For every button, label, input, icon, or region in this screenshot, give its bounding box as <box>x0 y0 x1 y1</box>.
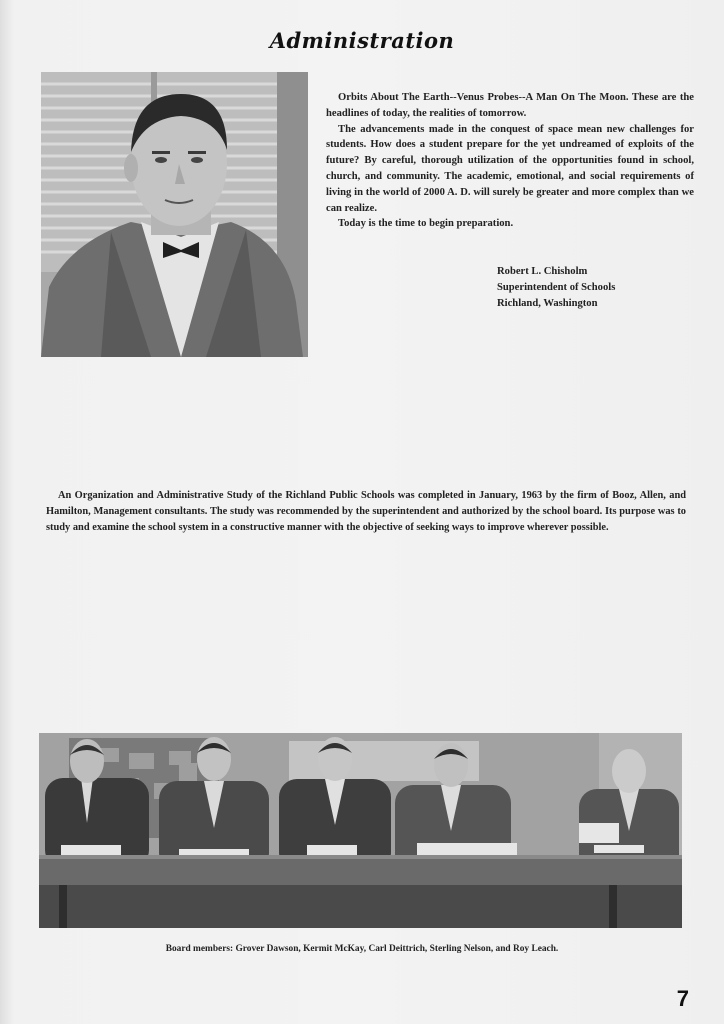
board-members-photo <box>39 733 682 928</box>
superintendent-message <box>326 90 694 232</box>
study-paragraph: An Organization and Administrative Study of the Richland Public Schools was completed in January, 1963 by the firm of Booz, Allen, and Hamilton, Management consultants. The study was recommended by the superintendent and authorized by the school board. Its purpose was to study and examine the school system in a constructive manner with the objective of seeking ways to improve wherever possible. <box>46 490 686 533</box>
photo-caption: Board members: Grover Dawson, Kermit McKay, Carl Deittrich, Sterling Nelson, and Roy Leach. <box>165 944 559 954</box>
portrait-image <box>41 72 308 357</box>
page-number: 7 <box>676 986 689 1011</box>
signature-name: Robert L. Chisholm <box>497 266 588 277</box>
message-paragraph: The advancements made in the conquest of space mean new challenges for students. How does a student prepare for the yet undreamed of exploits of the future? By careful, thorough utilization of the opportunities found in school, church, and community. The academic, emotional, and social requirements of living in the world of 2000 A. D. will surely be greater and more complex than we can realize. <box>326 123 694 214</box>
board-photo-image <box>39 733 682 928</box>
message-paragraph: Orbits About The Earth--Venus Probes--A Man On The Moon. These are the headlines of today, the realities of tomorrow. <box>326 92 694 119</box>
signature-block <box>497 264 615 312</box>
message-paragraph: Today is the time to begin preparation. <box>338 218 514 230</box>
signature-location: Richland, Washington <box>497 298 598 309</box>
signature-position: Superintendent of Schools <box>497 282 616 293</box>
superintendent-portrait <box>41 72 308 357</box>
page-title: Administration <box>269 28 455 53</box>
study-description <box>46 488 686 536</box>
